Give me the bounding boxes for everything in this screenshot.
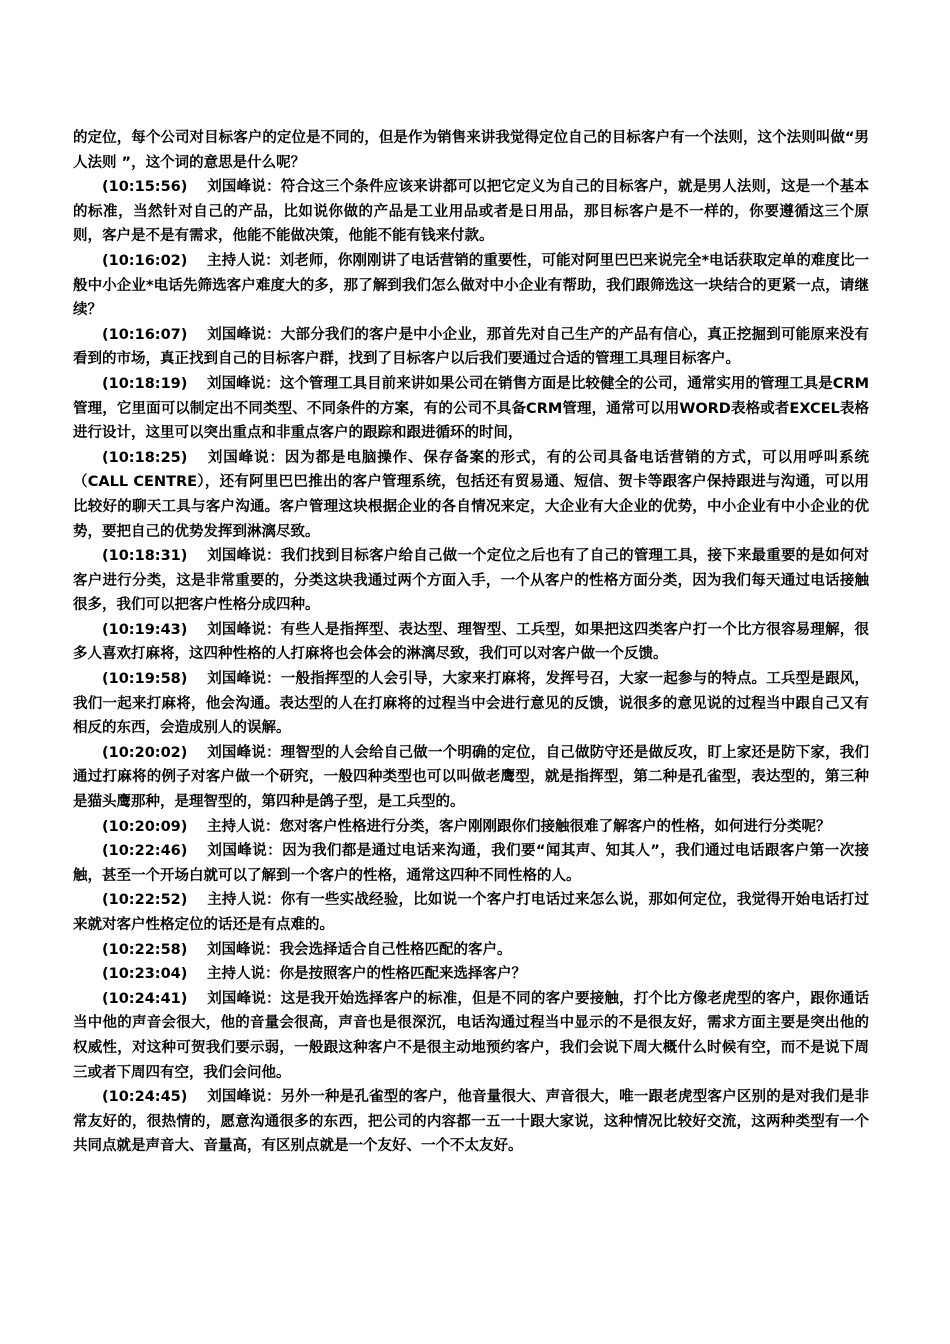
entry-text: 你有一些实战经验，比如说一个客户打电话过来怎么说，那如何定位，我觉得开始电话打过来就对客户性格定位的话还是有点难的。 xyxy=(73,892,870,933)
entry-speaker: 刘国峰说： xyxy=(207,671,281,688)
entry-text: 大部分我们的客户是中小企业，那首先对自己生产的产品有信心，真正挖掘到可能原来没有看到的市场，真正找到自己的目标客户群，找到了目标客户以后我们要通过合适的管理工具理目标客户。 xyxy=(73,326,870,368)
entry-text: 理智型的人会给自己做一个明确的定位，自己做防守还是做反攻，盯上家还是防下家，我们通过打麻将的例子对客户做一个研究，一般四种类型也可以叫做老鹰型，就是指挥型，第二种是孔雀型，表达型的，第三种是猫头鹰那种，是理智型的，第四种是鸽子型，是工兵型的。 xyxy=(73,744,870,811)
entry-speaker: 刘国峰说： xyxy=(207,941,280,958)
transcript-entry xyxy=(73,741,869,815)
transcript-entry xyxy=(73,839,869,888)
entry-text: 另外一种是孔雀型的客户，他音量很大、声音很大，唯一跟老虎型客户区别的是对我们是非常友好的，很热情的，愿意沟通很多的东西，把公司的内容都一五一十跟大家说，这种情况比较好交流，这两种类型有一个共同点就是声音大、音量高，有区别点就是一个友好、一个不太友好。 xyxy=(73,1089,870,1155)
transcript-entry xyxy=(73,323,869,372)
entry-timestamp: (10:24:41) xyxy=(102,990,188,1007)
transcript-entry xyxy=(73,815,869,840)
entry-text: 因为我们都是通过电话来沟通，我们要“闻其声、知其人”，我们通过电话跟客户第一次接触，甚至一个开场白就可以了解到一个客户的性格，通常这四种不同性格的人。 xyxy=(73,843,869,884)
entry-text: 有些人是指挥型、表达型、理智型、工兵型，如果把这四类客户打一个比方很容易理解，很多人喜欢打麻将，这四种性格的人打麻将也会体会的淋漓尽致，我们可以对客户做一个反馈。 xyxy=(73,621,870,663)
entry-timestamp: (10:18:31) xyxy=(102,548,188,565)
entry-text: 刘老师，你刚刚讲了电话营销的重要性，可能对阿里巴巴来说完全*电话获取定单的难度比一般中小企业*电话先筛选客户难度大的多，那了解到我们怎么做对中小企业有帮助，我们跟筛选这一块结合的更紧一点，请继续？ xyxy=(73,252,869,319)
entry-text: 因为都是电脑操作、保存备案的形式，有的公司具备电话营销的方式，可以用呼叫系统（CALL CENTRE），还有阿里巴巴推出的客户管理系统，包括还有贸易通、短信、贺卡等跟客户保持跟进与沟通，可以用比较好的聊天工具与客户沟通。客户管理这块根据企业的各自情况来定，大企业有大企业的优势，中小企业有中小企业的优势，要把自己的优势发挥到淋漓尽致。 xyxy=(73,449,869,540)
entry-speaker: 刘国峰说： xyxy=(207,1089,281,1106)
entry-text: 你是按照客户的性格匹配来选择客户？ xyxy=(279,966,526,983)
transcript-entry xyxy=(73,962,869,987)
entry-speaker: 刘国峰说： xyxy=(207,449,285,466)
transcript-entry xyxy=(73,618,869,667)
transcript-entry xyxy=(73,544,869,618)
entry-timestamp: (10:23:04) xyxy=(102,966,188,983)
entry-speaker: 主持人说： xyxy=(207,252,280,269)
entry-text: 您对客户性格进行分类，客户刚刚跟你们接触很难了解客户的性格，如何进行分类呢？ xyxy=(279,818,831,835)
transcript-entry xyxy=(73,888,869,937)
entry-speaker: 刘国峰说： xyxy=(207,548,281,565)
transcript-entry xyxy=(73,249,869,323)
lead-paragraph: 的定位，每个公司对目标客户的定位是不同的，但是作为销售来讲我觉得定位自己的目标客户有一个法则，这个法则叫做“男人法则 ”，这个词的意思是什么呢？ xyxy=(73,130,869,171)
entry-timestamp: (10:16:07) xyxy=(102,326,188,343)
transcript-entry xyxy=(73,987,869,1085)
transcript-entry xyxy=(73,175,869,249)
entry-speaker: 刘国峰说： xyxy=(207,744,281,761)
entry-timestamp: (10:16:02) xyxy=(102,252,188,269)
transcript-entry xyxy=(73,667,869,741)
entry-timestamp: (10:24:45) xyxy=(102,1089,188,1106)
transcript-entry xyxy=(73,1085,869,1159)
entry-speaker: 刘国峰说： xyxy=(207,179,281,196)
entry-timestamp: (10:22:58) xyxy=(102,941,188,958)
entry-speaker: 刘国峰说： xyxy=(207,621,281,638)
entry-timestamp: (10:20:02) xyxy=(102,744,188,761)
entry-timestamp: (10:20:09) xyxy=(102,818,188,835)
entry-timestamp: (10:18:19) xyxy=(102,375,188,392)
entry-text: 我会选择适合自己性格匹配的客户。 xyxy=(279,941,512,958)
entry-text: 我们找到目标客户给自己做一个定位之后也有了自己的管理工具，接下来最重要的是如何对客户进行分类，这是非常重要的，分类这块我通过两个方面入手，一个从客户的性格方面分类，因为我们每天通过电话接触很多，我们可以把客户性格分成四种。 xyxy=(73,548,870,614)
entry-text: 一般指挥型的人会引导，大家来打麻将，发挥号召，大家一起参与的特点。工兵型是跟风，我们一起来打麻将，他会沟通。表达型的人在打麻将的过程当中会进行意见的反馈，说很多的意见说的过程当中跟自己又有相反的东西，会造成别人的误解。 xyxy=(73,671,870,737)
entry-speaker: 刘国峰说： xyxy=(207,843,283,860)
entry-speaker: 主持人说： xyxy=(207,892,281,909)
entry-speaker: 刘国峰说： xyxy=(207,990,281,1007)
entry-text: 这个管理工具目前来讲如果公司在销售方面是比较健全的公司，通常实用的管理工具是CRM管理，它里面可以制定出不同类型、不同条件的方案，有的公司不具备CRM管理，通常可以用WORD表格或者EXCEL表格进行设计，这里可以突出重点和非重点客户的跟踪和跟进循环的时间， xyxy=(73,375,870,442)
transcript-body xyxy=(73,126,869,1159)
entry-timestamp: (10:18:25) xyxy=(102,449,188,466)
transcript-entry xyxy=(73,372,869,446)
transcript-entry xyxy=(73,938,869,963)
transcript-entry xyxy=(73,446,869,544)
entry-timestamp: (10:15:56) xyxy=(102,179,188,196)
entry-speaker: 刘国峰说： xyxy=(207,326,281,343)
entry-timestamp: (10:22:52) xyxy=(102,892,188,909)
entry-timestamp: (10:19:58) xyxy=(102,671,188,688)
entry-speaker: 主持人说： xyxy=(207,818,280,835)
entry-text: 这是我开始选择客户的标准，但是不同的客户要接触，打个比方像老虎型的客户，跟你通话当中他的声音会很大，他的音量会很高，声音也是很深沉，电话沟通过程当中显示的不是很友好，需求方面主要是突出他的权威性，对这种可贺我们要示弱，一般跟这种客户不是很主动地预约客户，我们会说下周大概什么时候有空，而不是说下周三或者下周四有空，我们会问他。 xyxy=(73,990,870,1081)
entry-timestamp: (10:19:43) xyxy=(102,621,188,638)
entry-timestamp: (10:22:46) xyxy=(102,843,188,860)
entry-text: 符合这三个条件应该来讲都可以把它定义为自己的目标客户，就是男人法则，这是一个基本的标准，当然针对自己的产品，比如说你做的产品是工业用品或者是日用品，那目标客户是不一样的，你要遵循这三个原则，客户是不是有需求，他能不能做决策，他能不能有钱来付款。 xyxy=(73,179,870,245)
entry-speaker: 刘国峰说： xyxy=(207,375,280,392)
entry-speaker: 主持人说： xyxy=(207,966,280,983)
